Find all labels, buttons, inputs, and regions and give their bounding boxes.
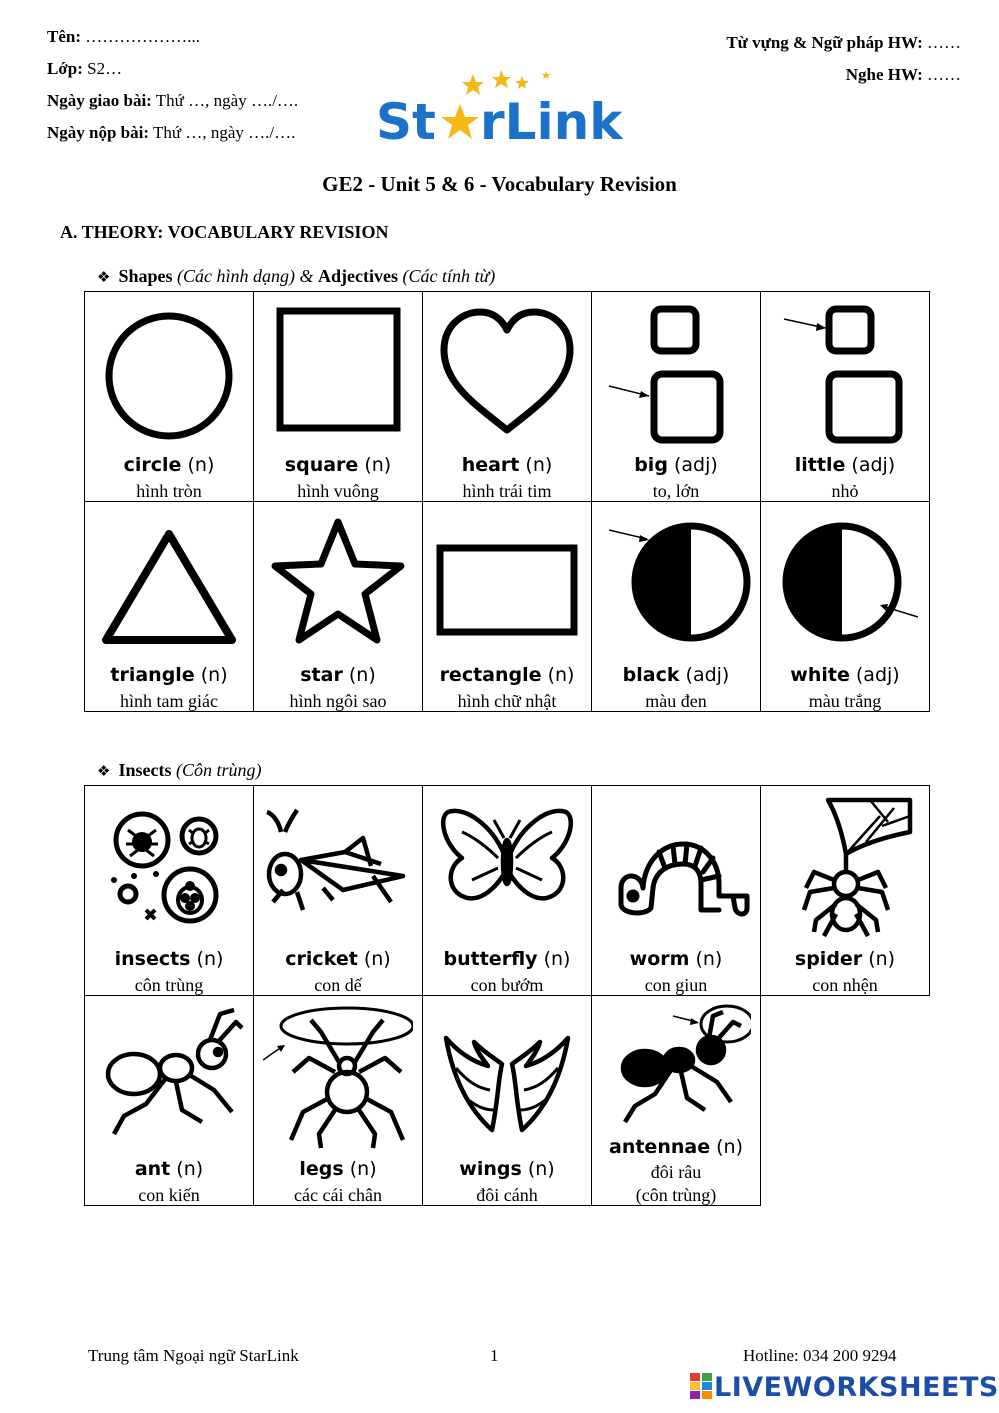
empty-cell: [761, 996, 930, 1206]
vocab-card: white (adj) màu trắng: [761, 502, 930, 712]
insects-heading: ❖ Insects (Côn trùng): [97, 760, 262, 780]
little-square-icon: [770, 298, 920, 448]
name-line: Tên: ………………...: [47, 27, 200, 46]
assign-date-line: Ngày giao bài: Thứ …, ngày …./….: [47, 91, 299, 110]
vocab-card: cricket (n) con dế: [254, 786, 423, 996]
shapes-heading: ❖ Shapes (Các hình dạng) & Adjectives (Các tính từ): [97, 266, 496, 286]
insects-icon: [94, 792, 244, 942]
worm-icon: [601, 792, 751, 942]
footer-center-name: Trung tâm Ngoại ngữ StarLink: [88, 1346, 299, 1365]
vocab-card: legs (n) các cái chân: [254, 996, 423, 1206]
liveworksheets-watermark[interactable]: LIVEWORKSHEETS: [690, 1372, 999, 1403]
heart-icon: [432, 298, 582, 448]
star-icon: [263, 508, 413, 658]
logo-star-icon: [515, 76, 529, 89]
circle-icon: [94, 298, 244, 448]
vocab-card: star (n) hình ngôi sao: [254, 502, 423, 712]
logo-star-icon: [492, 70, 511, 88]
white-half-circle-icon: [770, 508, 920, 658]
shapes-table: [84, 291, 930, 712]
logo-a-star-icon: [441, 104, 479, 139]
bullet-icon: ❖: [97, 762, 111, 780]
black-half-circle-icon: [601, 508, 751, 658]
rectangle-icon: [432, 508, 582, 658]
vocab-card: antennae (n) đôi râu (côn trùng): [592, 996, 761, 1206]
section-a-heading: A. THEORY: VOCABULARY REVISION: [60, 222, 389, 242]
vocab-card: insects (n) côn trùng: [85, 786, 254, 996]
svg-text:rLink: rLink: [480, 93, 623, 148]
logo-star-icon: [542, 71, 550, 79]
page-number: 1: [490, 1346, 499, 1365]
vocab-card: ant (n) con kiến: [85, 996, 254, 1206]
class-line: Lớp: S2…: [47, 59, 123, 78]
big-square-icon: [601, 298, 751, 448]
ant-icon: [94, 1002, 244, 1152]
square-icon: [263, 298, 413, 448]
vocab-card: worm (n) con giun: [592, 786, 761, 996]
vocab-card: butterfly (n) con bướm: [423, 786, 592, 996]
footer-hotline: Hotline: 034 200 9294: [743, 1346, 897, 1365]
vocab-card: wings (n) đôi cánh: [423, 996, 592, 1206]
vocab-card: rectangle (n) hình chữ nhật: [423, 502, 592, 712]
vocab-grammar-hw: Từ vựng & Ngữ pháp HW: ……: [726, 33, 961, 52]
antennae-icon: [601, 1002, 751, 1152]
svg-text:St: St: [376, 93, 436, 148]
wings-icon: [432, 1002, 582, 1152]
vocab-card: big (adj) to, lớn: [592, 292, 761, 502]
vocab-card: heart (n) hình trái tim: [423, 292, 592, 502]
logo-star-icon: [462, 74, 484, 95]
listening-hw: Nghe HW: ……: [845, 65, 961, 84]
butterfly-icon: [432, 792, 582, 942]
vocab-card: triangle (n) hình tam giác: [85, 502, 254, 712]
vocab-card: circle (n) hình tròn: [85, 292, 254, 502]
bullet-icon: ❖: [97, 268, 111, 286]
vocab-card: spider (n) con nhện: [761, 786, 930, 996]
vocab-card: square (n) hình vuông: [254, 292, 423, 502]
page-title: GE2 - Unit 5 & 6 - Vocabulary Revision: [322, 172, 677, 196]
legs-icon: [263, 1002, 413, 1152]
submit-date-line: Ngày nộp bài: Thứ …, ngày …./….: [47, 123, 296, 142]
starlink-logo: [376, 68, 626, 148]
cricket-icon: [263, 792, 413, 942]
liveworksheets-logo-icon: [690, 1373, 712, 1399]
vocab-card: little (adj) nhỏ: [761, 292, 930, 502]
spider-icon: [770, 792, 920, 942]
vocab-card: black (adj) màu đen: [592, 502, 761, 712]
insects-table: [84, 785, 930, 1206]
triangle-icon: [94, 508, 244, 658]
